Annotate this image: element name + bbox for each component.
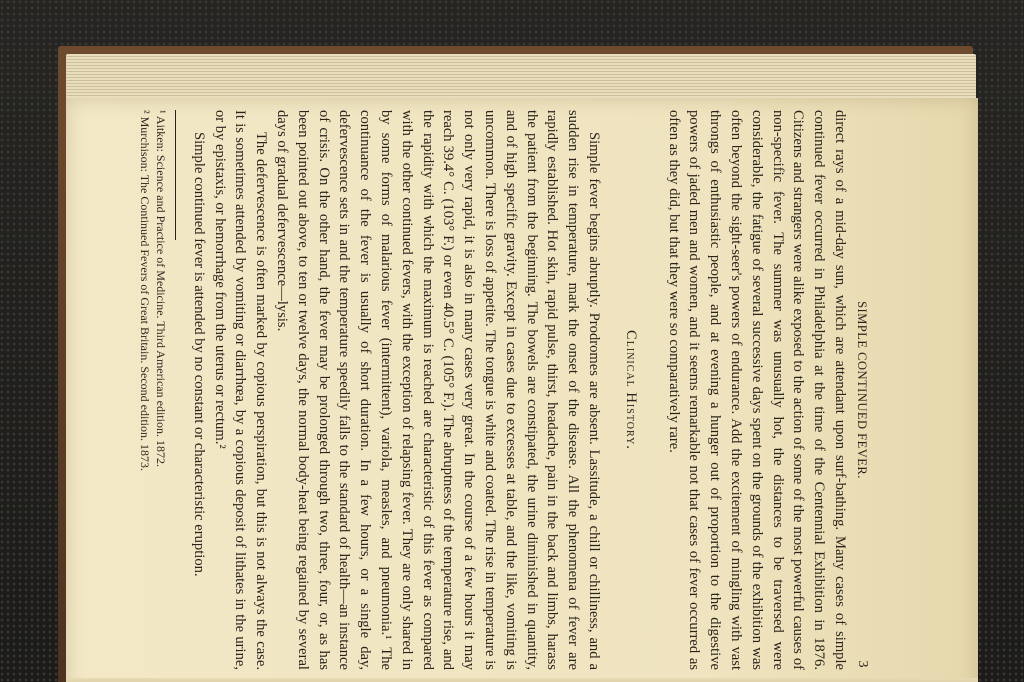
- section-heading: Clinical History.: [622, 330, 639, 450]
- page-number: 3: [855, 660, 870, 668]
- paragraph-continued: direct rays of a mid-day sun, which are attendant upon surf-bathing. Many cases of simple continued fever occurred in Philadelphia at the time of the Centennial Exhibition in 1876. Citizens and strangers were alike exposed to the action of some of the most powerful causes of non-specific fever. The summer was unusually hot, the distances to be traversed were considerable, the fatigue of several successive days spent on the grounds of the exhibition was often beyond the sight-seer's powers of endurance. Add the excitement of mingling with vast throngs of enthusiastic people, and at evening a hunger out of proportion to the digestive powers of jaded men and women, and it seems remarkable not that cases of fever occurred as often as they did, but that they were so comparatively rare.: [665, 110, 848, 670]
- page-header: [850, 110, 872, 670]
- paragraph-defervescence: The defervescence is often marked by copious perspiration, but this is not always the case. It is sometimes attended by vomiting or diarrhœa, by a copious deposit of lithates in the urine, or by epistaxis, or hemorrhage from the uterus or rectum.²: [211, 110, 270, 670]
- page-edges: [66, 54, 976, 104]
- paragraph-eruption: Simple continued fever is attended by no constant or characteristic eruption.: [190, 132, 207, 577]
- footnote-divider: [175, 110, 176, 240]
- page-text-block: [127, 110, 872, 670]
- footnote-aitken: ¹ Aitken: Science and Practice of Medicine. Third American edition. 1872.: [154, 110, 169, 467]
- footnote-murchison: ² Murchison: The Continued Fevers of Great Britain. Second edition. 1873.: [138, 110, 153, 471]
- page-gutter: [66, 678, 978, 682]
- paragraph-onset: Simple fever begins abruptly. Prodromes are absent. Lassitude, a chill or chilliness, and a sudden rise in temperature, mark the onset of the disease. All the phenomena of fever are rapidly established. Hot skin, rapid pulse, thirst, headache, pain in the back and limbs, harass the patient from the beginning. The bowels are constipated, the urine diminished in quantity, and of high specific gravity. Except in cases due to excesses at table, and the like, vomiting is uncommon. There is loss of appetite. The tongue is white and coated. The rise in temperature is not only very rapid, it is also in many cases very great. In the course of a few hours it may reach 39.4° C. (103° F.) or even 40.5° C. (105° F.). The abruptness of the temperature rise, and the rapidity with which the maximum is reached are characteristic of this fever as compared with the other continued fevers, with the exception of relapsing fever. They are only shared in by some forms of malarious fever (intermittent), variola, measles, and pneumonia.¹ The continuance of the fever is usually of short duration. In a few hours, or a single day, defervescence sets in and the temperature speedily falls to the standard of health—an instance of crisis. On the other hand, the fever may be prolonged through two, three, four, or, as has been pointed out above, to ten or twelve days, the normal body-heat being regained by several days of gradual defervescence—lysis.: [274, 110, 603, 670]
- running-head: SIMPLE CONTINUED FEVER.: [855, 301, 869, 479]
